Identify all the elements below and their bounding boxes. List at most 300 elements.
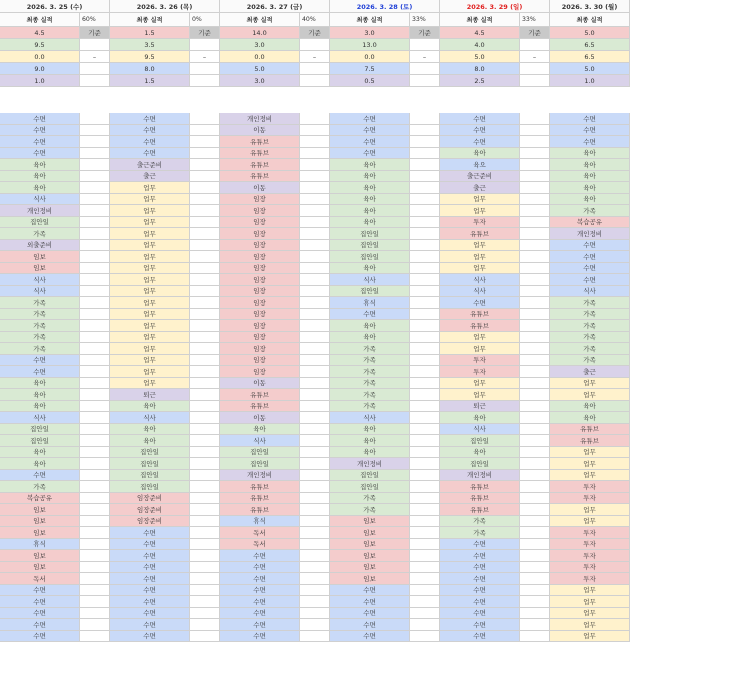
activity-cell[interactable]: 가족 [550,309,630,321]
plan-cell[interactable] [190,182,220,194]
plan-empty[interactable] [410,63,440,75]
activity-cell[interactable]: 업무 [550,516,630,528]
plan-cell[interactable] [190,355,220,367]
plan-cell[interactable] [520,470,550,482]
plan-cell[interactable] [410,194,440,206]
activity-cell[interactable]: 업무 [440,378,520,390]
plan-cell[interactable] [190,194,220,206]
activity-cell[interactable]: 휴식 [330,297,410,309]
plan-cell[interactable] [300,481,330,493]
activity-cell[interactable]: 육아 [330,217,410,229]
activity-cell[interactable]: 수면 [0,631,80,643]
stat-value[interactable]: 13.0 [330,39,410,51]
plan-cell[interactable] [80,251,110,263]
plan-cell[interactable] [410,481,440,493]
plan-cell[interactable] [410,297,440,309]
plan-cell[interactable] [190,228,220,240]
plan-empty[interactable] [300,75,330,87]
activity-cell[interactable]: 수면 [330,619,410,631]
date-cell[interactable]: 2026. 3. 27 (금) [220,0,330,13]
stat-value[interactable]: 3.0 [220,75,300,87]
activity-cell[interactable]: 육아 [110,435,190,447]
activity-cell[interactable]: 가족 [330,355,410,367]
activity-cell[interactable]: 업무 [110,205,190,217]
plan-cell[interactable] [190,251,220,263]
plan-cell[interactable] [300,608,330,620]
activity-cell[interactable]: 투자 [550,527,630,539]
activity-cell[interactable]: 육아 [550,412,630,424]
activity-cell[interactable]: 유튜브 [220,493,300,505]
activity-cell[interactable]: 임장 [220,320,300,332]
plan-cell[interactable] [520,516,550,528]
activity-cell[interactable]: 수면 [110,539,190,551]
activity-cell[interactable]: 수면 [0,136,80,148]
activity-cell[interactable]: 수면 [550,274,630,286]
plan-cell[interactable] [410,619,440,631]
activity-cell[interactable]: 업무 [550,585,630,597]
plan-cell[interactable] [410,113,440,125]
activity-cell[interactable]: 업무 [440,389,520,401]
activity-cell[interactable]: 임장 [220,309,300,321]
activity-cell[interactable]: 투자 [550,562,630,574]
activity-cell[interactable]: 임장 [220,228,300,240]
plan-cell[interactable] [410,320,440,332]
plan-cell[interactable] [300,113,330,125]
plan-cell[interactable] [190,550,220,562]
plan-cell[interactable] [520,228,550,240]
activity-cell[interactable]: 임보 [0,516,80,528]
plan-cell[interactable] [520,320,550,332]
stat-value[interactable]: 9.5 [0,39,80,51]
activity-cell[interactable]: 유튜브 [220,171,300,183]
activity-cell[interactable]: 육아 [550,401,630,413]
activity-cell[interactable]: 수면 [110,596,190,608]
activity-cell[interactable]: 집안일 [330,228,410,240]
plan-cell[interactable] [520,631,550,643]
activity-cell[interactable]: 임보 [0,251,80,263]
plan-cell[interactable] [300,585,330,597]
activity-cell[interactable]: 수면 [330,596,410,608]
activity-cell[interactable]: 수면 [330,148,410,160]
plan-cell[interactable] [80,286,110,298]
plan-cell[interactable] [300,217,330,229]
activity-cell[interactable]: 집안일 [0,217,80,229]
activity-cell[interactable]: 임장 [220,217,300,229]
activity-cell[interactable]: 육아 [330,205,410,217]
activity-cell[interactable]: 임장 [220,240,300,252]
plan-cell[interactable] [410,171,440,183]
plan-cell[interactable] [410,608,440,620]
activity-cell[interactable]: 임보 [330,527,410,539]
plan-empty[interactable] [520,39,550,51]
activity-cell[interactable]: 이동 [220,412,300,424]
activity-cell[interactable]: 수면 [330,585,410,597]
activity-cell[interactable]: 업무 [550,504,630,516]
activity-cell[interactable]: 수면 [440,585,520,597]
plan-cell[interactable] [300,596,330,608]
date-cell[interactable]: 2026. 3. 28 (토) [330,0,440,13]
activity-cell[interactable]: 식사 [0,412,80,424]
activity-cell[interactable]: 유튜브 [220,504,300,516]
activity-cell[interactable]: 수면 [440,539,520,551]
plan-cell[interactable] [520,608,550,620]
stat-value[interactable]: 0.0 [0,51,80,63]
plan-cell[interactable] [190,562,220,574]
activity-cell[interactable]: 유튜브 [550,424,630,436]
plan-cell[interactable] [80,125,110,137]
activity-cell[interactable]: 임보 [0,550,80,562]
plan-empty[interactable] [80,75,110,87]
activity-cell[interactable]: 육아 [110,424,190,436]
activity-cell[interactable]: 수면 [220,585,300,597]
activity-cell[interactable]: 외출준비 [0,240,80,252]
plan-cell[interactable] [520,401,550,413]
plan-cell[interactable] [300,125,330,137]
activity-cell[interactable]: 수면 [330,631,410,643]
stat-value[interactable]: 0.0 [220,51,300,63]
activity-cell[interactable]: 유튜브 [440,504,520,516]
plan-cell[interactable] [520,355,550,367]
activity-cell[interactable]: 수면 [0,366,80,378]
plan-cell[interactable] [300,297,330,309]
plan-cell[interactable] [410,228,440,240]
activity-cell[interactable]: 수면 [110,573,190,585]
activity-cell[interactable]: 수면 [110,619,190,631]
plan-cell[interactable] [190,366,220,378]
activity-cell[interactable]: 육아 [440,447,520,459]
stat-value[interactable]: 9.5 [110,51,190,63]
activity-cell[interactable]: 가족 [550,297,630,309]
plan-cell[interactable] [190,585,220,597]
plan-cell[interactable] [300,355,330,367]
stat-value[interactable]: 5.0 [550,63,630,75]
plan-cell[interactable] [80,389,110,401]
plan-cell[interactable] [520,585,550,597]
stat-value[interactable]: 6.5 [550,51,630,63]
stat-value[interactable]: 5.0 [220,63,300,75]
activity-cell[interactable]: 육아 [550,148,630,160]
plan-cell[interactable] [190,263,220,275]
plan-cell[interactable] [190,240,220,252]
plan-cell[interactable] [80,217,110,229]
plan-cell[interactable] [190,504,220,516]
activity-cell[interactable]: 가족 [330,389,410,401]
activity-cell[interactable]: 육아 [440,148,520,160]
activity-cell[interactable]: 업무 [550,619,630,631]
activity-cell[interactable]: 임장 [220,194,300,206]
stat-value[interactable]: 8.0 [440,63,520,75]
activity-cell[interactable]: 집안일 [330,470,410,482]
plan-cell[interactable] [80,309,110,321]
activity-cell[interactable]: 육아 [0,458,80,470]
plan-cell[interactable] [300,148,330,160]
activity-cell[interactable]: 임보 [330,516,410,528]
plan-cell[interactable] [190,389,220,401]
plan-cell[interactable] [80,470,110,482]
plan-cell[interactable] [410,470,440,482]
plan-cell[interactable] [190,527,220,539]
activity-cell[interactable]: 수면 [330,309,410,321]
activity-cell[interactable]: 업무 [440,240,520,252]
activity-cell[interactable]: 업무 [440,263,520,275]
activity-cell[interactable]: 업무 [110,320,190,332]
plan-cell[interactable] [190,286,220,298]
plan-cell[interactable] [190,205,220,217]
plan-cell[interactable] [520,332,550,344]
plan-cell[interactable] [190,573,220,585]
activity-cell[interactable]: 육아 [440,412,520,424]
activity-cell[interactable]: 수면 [330,608,410,620]
plan-cell[interactable] [190,217,220,229]
activity-cell[interactable]: 가족 [0,297,80,309]
activity-cell[interactable]: 수면 [440,596,520,608]
activity-cell[interactable]: 업무 [110,217,190,229]
activity-cell[interactable]: 업무 [110,286,190,298]
activity-cell[interactable]: 수면 [220,619,300,631]
activity-cell[interactable]: 독서 [220,527,300,539]
plan-cell[interactable] [80,493,110,505]
plan-cell[interactable] [190,297,220,309]
activity-cell[interactable]: 수면 [110,562,190,574]
plan-cell[interactable] [80,113,110,125]
plan-cell[interactable] [410,251,440,263]
activity-cell[interactable]: 집안일 [110,481,190,493]
activity-cell[interactable]: 육아 [330,171,410,183]
activity-cell[interactable]: 수면 [440,562,520,574]
activity-cell[interactable]: 유튜브 [220,481,300,493]
plan-cell[interactable] [80,435,110,447]
plan-cell[interactable] [80,504,110,516]
plan-cell[interactable] [410,366,440,378]
date-cell[interactable]: 2026. 3. 30 (월) [550,0,630,13]
activity-cell[interactable]: 육아 [330,435,410,447]
stat-value[interactable]: 1.0 [0,75,80,87]
plan-empty[interactable] [190,39,220,51]
plan-cell[interactable] [80,631,110,643]
plan-cell[interactable] [520,343,550,355]
activity-cell[interactable]: 식사 [0,274,80,286]
activity-cell[interactable]: 수면 [330,136,410,148]
activity-cell[interactable]: 수면 [220,631,300,643]
stat-value[interactable]: 3.0 [220,39,300,51]
activity-cell[interactable]: 임보 [330,539,410,551]
plan-cell[interactable] [80,378,110,390]
plan-cell[interactable] [80,539,110,551]
plan-cell[interactable] [410,527,440,539]
activity-cell[interactable]: 출근 [550,366,630,378]
plan-cell[interactable] [80,274,110,286]
activity-cell[interactable]: 식사 [440,274,520,286]
plan-empty[interactable] [520,75,550,87]
plan-cell[interactable] [300,136,330,148]
activity-cell[interactable]: 가족 [330,401,410,413]
activity-cell[interactable]: 수면 [440,619,520,631]
activity-cell[interactable]: 가족 [550,205,630,217]
plan-cell[interactable] [190,332,220,344]
activity-cell[interactable]: 수면 [330,125,410,137]
plan-empty[interactable] [80,63,110,75]
plan-cell[interactable] [300,412,330,424]
activity-cell[interactable]: 임보 [0,263,80,275]
activity-cell[interactable]: 개인정비 [220,470,300,482]
activity-cell[interactable]: 개인정비 [220,113,300,125]
plan-cell[interactable] [520,562,550,574]
plan-cell[interactable] [80,205,110,217]
plan-cell[interactable] [520,424,550,436]
activity-cell[interactable]: 업무 [110,251,190,263]
activity-cell[interactable]: 임장준비 [110,504,190,516]
activity-cell[interactable]: 가족 [0,481,80,493]
plan-cell[interactable] [190,619,220,631]
stat-value[interactable]: 1.5 [110,75,190,87]
plan-cell[interactable] [300,424,330,436]
plan-cell[interactable] [300,366,330,378]
activity-cell[interactable]: 가족 [440,516,520,528]
plan-cell[interactable] [410,217,440,229]
activity-cell[interactable]: 유튜브 [220,136,300,148]
activity-cell[interactable]: 수면 [0,585,80,597]
plan-cell[interactable] [300,516,330,528]
activity-cell[interactable]: 수면 [0,596,80,608]
activity-cell[interactable]: 임장 [220,286,300,298]
plan-cell[interactable] [190,412,220,424]
activity-cell[interactable]: 유튜브 [440,228,520,240]
plan-cell[interactable] [410,355,440,367]
activity-cell[interactable]: 수면 [0,619,80,631]
plan-cell[interactable] [300,458,330,470]
activity-cell[interactable]: 복습공유 [0,493,80,505]
activity-cell[interactable]: 수면 [0,470,80,482]
activity-cell[interactable]: 수면 [110,631,190,643]
plan-cell[interactable] [410,539,440,551]
activity-cell[interactable]: 업무 [550,631,630,643]
activity-cell[interactable]: 수면 [550,240,630,252]
activity-cell[interactable]: 가족 [330,343,410,355]
activity-cell[interactable]: 휴식 [0,539,80,551]
plan-cell[interactable] [410,378,440,390]
activity-cell[interactable]: 업무 [110,228,190,240]
activity-cell[interactable]: 투자 [550,493,630,505]
activity-cell[interactable]: 식사 [440,424,520,436]
activity-cell[interactable]: 투자 [440,366,520,378]
activity-cell[interactable]: 업무 [550,596,630,608]
plan-cell[interactable] [300,619,330,631]
activity-cell[interactable]: 가족 [0,228,80,240]
plan-cell[interactable] [300,251,330,263]
activity-cell[interactable]: 수면 [220,608,300,620]
plan-cell[interactable] [410,148,440,160]
plan-cell[interactable] [520,125,550,137]
plan-cell[interactable] [190,435,220,447]
activity-cell[interactable]: 업무 [110,343,190,355]
plan-cell[interactable] [410,424,440,436]
plan-cell[interactable] [300,504,330,516]
plan-cell[interactable] [300,435,330,447]
activity-cell[interactable]: 투자 [440,355,520,367]
activity-cell[interactable]: 식사 [550,286,630,298]
plan-cell[interactable] [300,309,330,321]
plan-cell[interactable] [80,527,110,539]
plan-cell[interactable] [520,527,550,539]
date-cell[interactable]: 2026. 3. 29 (일) [440,0,550,13]
plan-cell[interactable] [300,550,330,562]
activity-cell[interactable]: 업무 [110,355,190,367]
activity-cell[interactable]: 육아 [550,171,630,183]
activity-cell[interactable]: 임장 [220,205,300,217]
stat-value[interactable]: 3.0 [330,27,410,39]
activity-cell[interactable]: 식사 [330,274,410,286]
activity-cell[interactable]: 업무 [110,309,190,321]
activity-cell[interactable]: 육아 [0,447,80,459]
activity-cell[interactable]: 수면 [110,608,190,620]
plan-cell[interactable] [80,159,110,171]
activity-cell[interactable]: 업무 [550,458,630,470]
activity-cell[interactable]: 가족 [0,320,80,332]
activity-cell[interactable]: 투자 [550,481,630,493]
plan-cell[interactable] [300,389,330,401]
activity-cell[interactable]: 식사 [0,286,80,298]
activity-cell[interactable]: 임장 [220,343,300,355]
plan-cell[interactable] [80,424,110,436]
activity-cell[interactable]: 육아 [0,401,80,413]
plan-cell[interactable] [410,389,440,401]
activity-cell[interactable]: 유튜브 [220,401,300,413]
activity-cell[interactable]: 육아 [0,182,80,194]
plan-cell[interactable] [520,297,550,309]
activity-cell[interactable]: 개인정비 [550,228,630,240]
plan-cell[interactable] [300,320,330,332]
activity-cell[interactable]: 임보 [330,573,410,585]
activity-cell[interactable]: 육아 [0,378,80,390]
stat-value[interactable]: 2.5 [440,75,520,87]
plan-cell[interactable] [520,205,550,217]
activity-cell[interactable]: 육아 [330,159,410,171]
plan-cell[interactable] [80,596,110,608]
activity-cell[interactable]: 수면 [440,136,520,148]
plan-empty[interactable] [80,39,110,51]
activity-cell[interactable]: 업무 [110,263,190,275]
activity-cell[interactable]: 수면 [110,527,190,539]
activity-cell[interactable]: 임장 [220,332,300,344]
plan-cell[interactable] [410,309,440,321]
plan-cell[interactable] [80,171,110,183]
activity-cell[interactable]: 가족 [550,332,630,344]
plan-cell[interactable] [410,562,440,574]
plan-cell[interactable] [410,401,440,413]
plan-cell[interactable] [80,148,110,160]
activity-cell[interactable]: 가족 [550,355,630,367]
plan-cell[interactable] [190,320,220,332]
activity-cell[interactable]: 업무 [110,332,190,344]
plan-cell[interactable] [410,240,440,252]
plan-cell[interactable] [300,205,330,217]
activity-cell[interactable]: 임장준비 [110,516,190,528]
plan-cell[interactable] [300,562,330,574]
activity-cell[interactable]: 수면 [550,263,630,275]
plan-cell[interactable] [410,435,440,447]
plan-cell[interactable] [300,401,330,413]
plan-cell[interactable] [520,550,550,562]
activity-cell[interactable]: 식사 [0,194,80,206]
activity-cell[interactable]: 출근 [440,182,520,194]
activity-cell[interactable]: 업무 [110,378,190,390]
activity-cell[interactable]: 수면 [110,113,190,125]
plan-cell[interactable] [520,447,550,459]
plan-cell[interactable] [520,619,550,631]
plan-empty[interactable] [300,39,330,51]
activity-cell[interactable]: 수면 [110,136,190,148]
activity-cell[interactable]: 업무 [440,205,520,217]
